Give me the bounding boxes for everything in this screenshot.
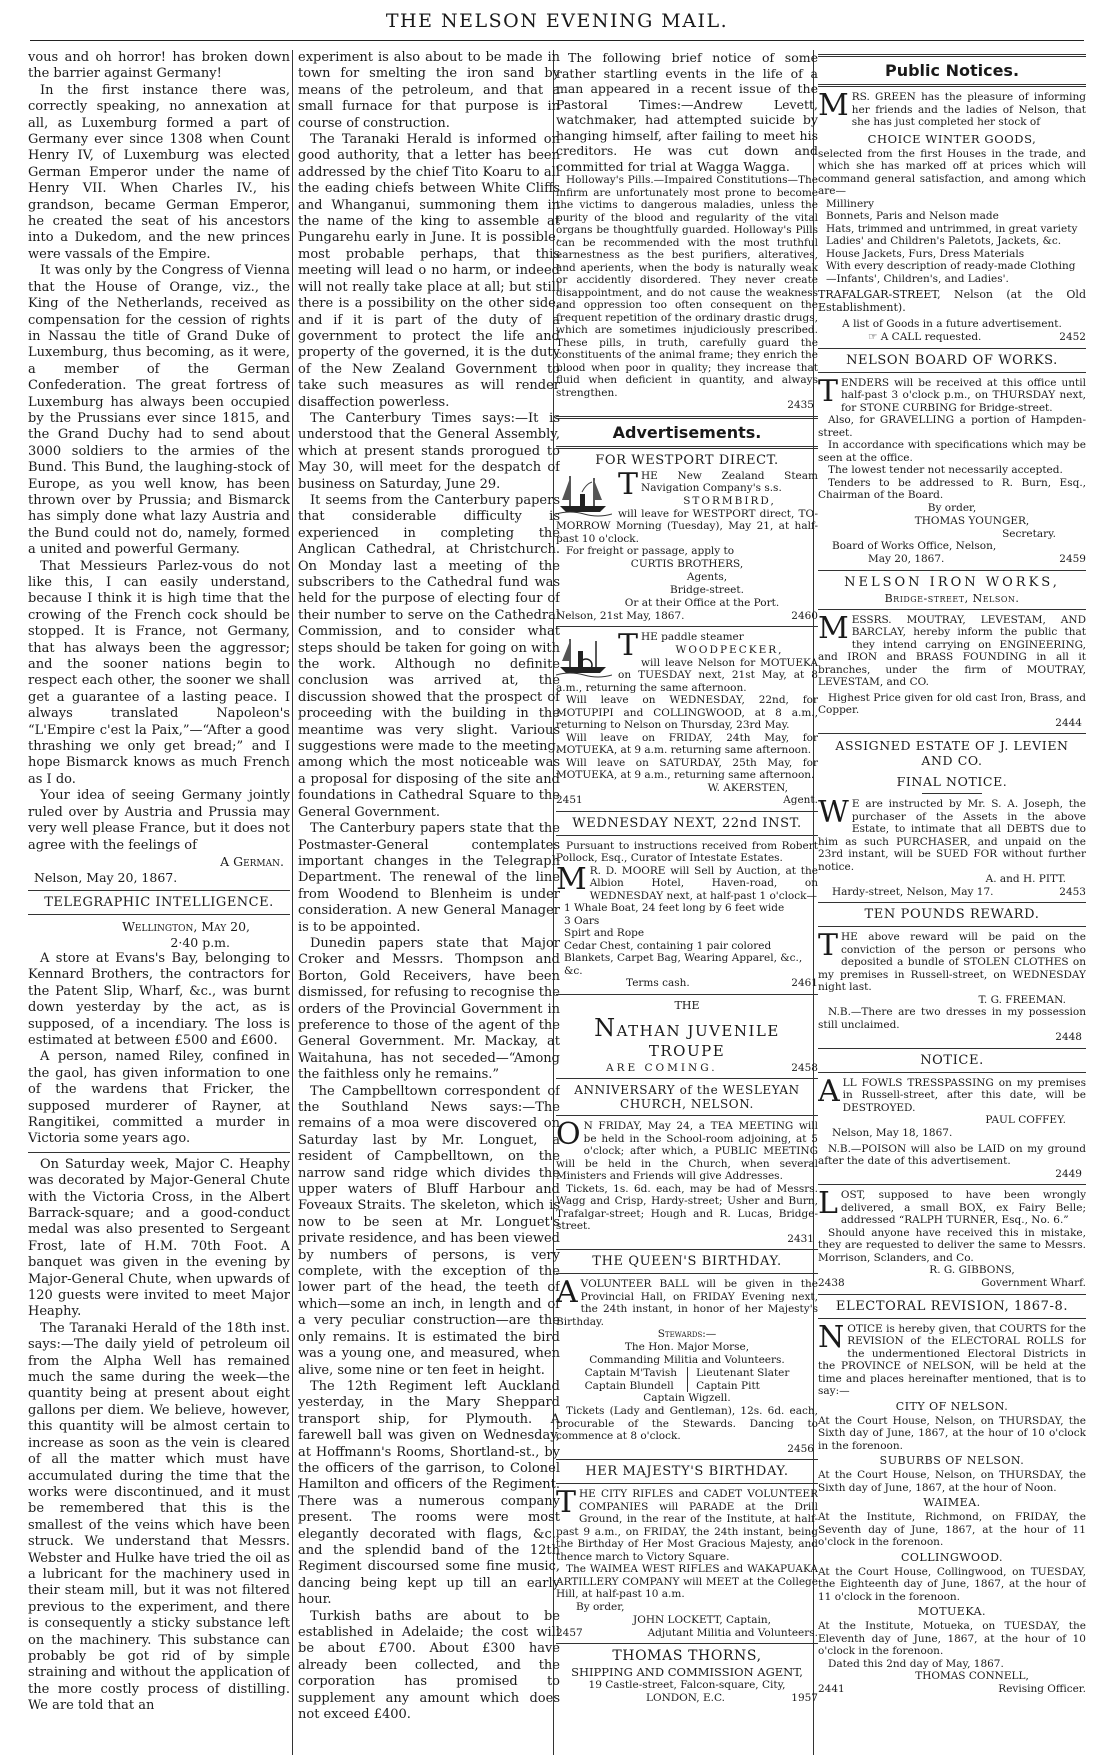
steward-name: The Hon. Major Morse, [624,1341,750,1353]
advert-subtitle: SHIPPING AND COMMISSION AGENT, [571,1665,803,1679]
advert-body: Also, for GRAVELLING a portion of Hampden-street. [818,414,1086,439]
advert-address: TRAFALGAR-STREET, Nelson (at the Old Establishment). [818,288,1086,314]
district-schedule: At the Court House, Nelson, on THURSDAY, the Sixth day of June, 1867, at the hour of Noon. [818,1469,1086,1494]
divider [556,1643,818,1644]
paragraph: The Campbelltown correspondent of the Southland News says:—The remains of a moa were discovered on Saturday last by Mr. Longuet, a resident of Campbelltown, on the narrow sand ridge which divides the upper waters of Bluff Harbour and Foveaux Straits. The skeleton, which is now to be seen at Mr. Longuet's private residence, and has been viewed by numbers of persons, is very complete, with the exception of the lower part of the head, the teeth of which—some an inch, in length and of a very peculiar construction—are the only remains. It is estimated the bird was a young one, and measured, when alive, some nine or ten feet in height. [298,1083,560,1378]
advert-number: 2438 [818,1277,845,1289]
advert-body: The WAIMEA WEST RIFLES and WAKAPUAKA ARTILLERY COMPANY will MEET at the College Hill, at half-past 10 a.m. [556,1563,818,1600]
divider [818,372,1086,373]
telegram-place: Wellington, May 20, [122,918,250,934]
stewards-heading: Stewards:— [657,1328,717,1340]
column-1 [28,50,290,1755]
paragraph: In the first instance there was, correctly speaking, no annexation at all, as Luxemburg formed a part of Germany ever since 1308 when Count Henry IV, of Luxemburg was elected German Emperor under the name of Henry VII. When Charles IV., his grandson, became German Emperor, he created the seat of his ancestors into a Dukedom, and the new princes were vassals of the Empire. [28,82,290,262]
advert-body: OST, supposed to have been wrongly delivered, a small BOX, ex Fairy Belle; addressed “RALPH TURNER, Esq., No. 6.” [840,1189,1086,1226]
advert-body: For freight or passage, apply to [566,545,735,557]
advert-subtitle: Bridge-street, Nelson. [884,591,1020,605]
advert-title: NOTICE. [920,1052,984,1068]
advert-body: LL FOWLS TRESSPASSING on my premises in Russell-street, after this date, will be DESTROYED. [842,1076,1086,1114]
agent-title: Agents, [686,570,728,583]
advert-date: May 20, 1867. [868,553,945,565]
divider [818,1294,1086,1295]
advert-number: 1957 [791,1692,818,1704]
divider [556,835,818,836]
paragraph: That Messieurs Parlez-vous do not like this, I can easily understand, because I think it is high time that the crowing of the French cock should be stopped. It is France, not Germany, that has always been the aggressor; and the sooner nations begin to respect each other, the sooner we shall get a guarantee of a lasting peace. I always translated Napoleon's “L'Empire c'est la Paix,”—“After a good thrashing we only get bread;” and I hope Bismarck knows as much French as I do. [28,558,290,787]
advert-body: selected from the first Houses in the trade, and which she has marked off at prices which will command general satisfaction, and among which are— [818,147,1086,197]
paragraph: Your idea of seeing Germany jointly ruled over by Austria and Prussia may very well please France, but it does not agree with the feelings of [28,788,290,853]
drop-cap: L [818,1186,838,1221]
advert-signature: A. and H. PITT. [985,873,1066,885]
advert-body: In accordance with specifications which may be seen at the office. [818,439,1086,464]
divider [818,570,1086,571]
divider [922,793,982,794]
drop-cap: W [818,795,849,830]
district-name: COLLINGWOOD. [900,1550,1004,1564]
drop-cap: N [818,1319,845,1355]
column-divider [292,50,293,1755]
divider [818,1318,1086,1319]
ship-name: WOODPECKER, [675,643,784,656]
advert-number: 2458 [791,1061,818,1074]
advert-subtitle: FINAL NOTICE. [896,774,1008,789]
auction-items [556,902,818,977]
paragraph: It seems from the Canterbury papers that considerable difficulty is experienced in completing the Anglican Cathedral, at Christchurch. On Monday last a meeting of the subscribers to the Cathedral fund was held for the purpose of electing four of their number to serve on the Cathedral Commission, and to consider what steps should be taken for going on with the work. Although no definite conclusion was arrived at, the discussion showed that the prospect of proceeding with the building in the meantime was very slight. Various suggestions were made to the meeting, among which the most noticeable was a proposal for disposing of the site and foundations in Cathedral Square to the General Government. [298,492,560,820]
divider [556,994,818,995]
letter-dateline: Nelson, May 20, 1867. [34,869,178,885]
divider [556,1249,818,1250]
advert-terms: Terms cash. [626,977,690,989]
divider [28,1152,290,1153]
advert-body: A list of Goods in a future advertisement. [842,318,1062,330]
district-name: SUBURBS OF NELSON. [879,1454,1025,1467]
advert-office: Board of Works Office, Nelson, [832,540,997,552]
drop-cap: T [618,628,639,663]
divider [818,902,1086,903]
divider [818,1072,1086,1073]
agent-title: Agent. [783,794,818,806]
drop-cap: T [618,466,639,502]
advert-number: 2441 [818,1683,845,1695]
public-notices-heading: Public Notices. [884,61,1020,80]
masthead-rule [30,40,1084,41]
divider [818,54,1086,57]
advert-subtitle: CHOICE WINTER GOODS, [867,131,1037,146]
advert-title: FOR WESTPORT DIRECT. [595,452,779,468]
list-item: 3 Oars [564,914,600,927]
advert-number: 2452 [1059,331,1086,343]
drop-cap: T [556,1485,577,1520]
list-item: Millinery [826,197,875,210]
divider [818,926,1086,927]
drop-cap: T [818,373,839,409]
advert-number: 2451 [556,794,583,806]
advert-body: HE New Zealand Steam Navigation Company's s.s. [641,469,818,494]
woodpecker-advert [556,628,818,807]
advert-body: Will leave on SATURDAY, 25th May, for MOTUEKA, at 9 a.m., returning same afternoon. [556,756,818,781]
advert-title: THE QUEEN'S BIRTHDAY. [592,1254,782,1269]
divider [556,1078,818,1079]
advert-signature-title: Secretary. [1002,527,1056,540]
divider [556,1483,818,1484]
troupe-subtitle: ARE COMING. [606,1061,718,1074]
agent-name: W. AKERSTEN, [707,781,788,794]
advert-body: Should anyone have received this in mistake, they are requested to deliver the same to Messrs. Morrison, Sclanders, and Co. [818,1226,1086,1264]
advert-number: 2456 [787,1442,814,1455]
drop-cap: A [818,1073,840,1109]
paragraph: On Saturday week, Major C. Heaphy was decorated by Major-General Chute with the Victoria Cross, in the Albert Barrack-square; and a good-conduct medal was also presented to Sergeant Frost, late of H.M. 70th Foot. A banquet was given in the evening by Major-General Chute, when upwards of 120 guests were invited to meet Major Heaphy. [28,1156,290,1320]
advert-number: 2453 [1059,885,1086,898]
divider [818,609,1086,610]
letter-signature: A German. [220,853,284,869]
advert-signature: THOMAS CONNELL, [915,1670,1029,1682]
advert-body: VOLUNTEER BALL will be given in the Provincial Hall, on FRIDAY Evening next, the 24th instant, in honor of her Majesty's Birthday. [556,1278,818,1328]
drop-cap: T [818,928,839,963]
advert-number: 2448 [1055,1031,1082,1043]
advert-number: 2444 [1055,716,1082,729]
holloway-advert: Holloway's Pills.—Impaired Constitutions—The infirm are unfortunately most prone to become the victims to dangerous maladies, unless the purity of the blood and regularity of the vital organs be thoughtfully guarded. Holloway's Pills can be recommended with the most truthful earnestness as the best purifiers, alteratives, and aperients, when the body is naturally weak or accidently disordered. They never create disappointment, and do not cause the weakness and oppression too often consequent on the frequent repetition of the ordinary drastic drugs, which are sometimes injudiciously prescribed. These pills, in truth, carefully guard the constituents of the animal frame; they enrich the blood when poor in quality; they increase that fluid when deficient in quantity, and always strengthen. [556,174,818,399]
steward-name: Captain Blundell [584,1379,674,1392]
advert-signature-title: Revising Officer. [998,1683,1086,1695]
divider [818,733,1086,734]
divider [818,348,1086,349]
advert-order: By order, [576,1600,625,1613]
advert-number: 2457 [556,1626,583,1639]
advert-title: HER MAJESTY'S BIRTHDAY. [585,1464,789,1479]
paragraph: It was only by the Congress of Vienna that the House of Orange, viz., the King of the Netherlands, received as compensation for the cession of rights in Nassau the title of Grand Duke of Luxemburg, thus becoming, as it were, a member of the German Confederation. The great fortress of Luxemburg has always been occupied by the Prussians ever since 1815, and the Grand Duchy had to send about 3000 soldiers to the armies of the Bund. This Bund, the laughing-stock of Europe, as you well know, has been thrown over by Prussia; and Bismarck has simply done what lazy Austria and the Bund could not do, namely, formed a united and powerful Germany. [28,263,290,558]
drop-cap: M [818,88,849,123]
paragraph: experiment is also about to be made in town for smelting the iron sand by means of the petroleum, and that a small furnace for that purpose is in course of construction. [298,50,560,131]
steamship-icon [556,472,612,518]
advert-signature-title: Government Wharf. [981,1277,1086,1289]
ship-name: STORMBIRD, [683,494,776,507]
advert-body: ENDERS will be received at this office until half-past 3 o'clock p.m., on THURSDAY next, for STONE CURBING for Bridge-street. [841,376,1086,414]
agent-office: Or at their Office at the Port. [624,596,780,609]
divider [556,446,818,449]
advert-body: N FRIDAY, May 24, a TEA MEETING will be held in the School-room adjoining, at 5 o'clock; after which, a PUBLIC MEETING will be held in the Church, when several Ministers and Friends will give Addresses. [556,1120,818,1182]
advert-call: ☞ A CALL requested. [868,331,982,343]
district-schedule: At the Institute, Richmond, on FRIDAY, the Seventh day of June, 1867, at the hour of 11 o'clock in the forenoon. [818,1511,1086,1548]
advert-date: Nelson, May 18, 1867. [832,1126,953,1139]
advert-date: Dated this 2nd day of May, 1867. [828,1657,1004,1670]
advert-number: 2459 [1059,553,1086,565]
advert-signature: T. G. FREEMAN. [978,993,1066,1006]
advert-title: ELECTORAL REVISION, 1867-8. [835,1298,1069,1314]
paragraph: The following brief notice of some rather startling events in the life of a man appeared in a recent issue of the Pastoral Times:—Andrew Levett, watchmaker, had attempted suicide by hanging himself, after failing to meet his creditors. He was cut down and committed for trial at Wagga Wagga. [556,50,818,174]
advertisements-heading: Advertisements. [612,422,762,442]
advert-body: HE above reward will be paid on the conviction of the person or persons who deposited a bundle of STOLEN CLOTHES on my premises in Russell-street, on WEDNESDAY night last. [818,931,1086,993]
paragraph: The Taranaki Herald of the 18th inst. says:—The daily yield of petroleum oil from the Alpha Well has remained much the same during the week—the quantity being at present about eight gallons per diem. We believe, however, this quantity will be almost certain to increase as soon as the vein is cleared of all the matter which must have accumulated during the time that the works were discontinued, and it must be remembered that this is the smallest of the veins which have been struck. We understand that Messrs. Webster and Hulke have tried the oil as a lubricant for the machinery used in their steam mill, but it was not filtered previous to the experiment, and there is consequently a sticky substance left on the machinery. This substance can probably be got rid of by simple straining and without the application of the more costly process of distilling. We are told that an [28,1320,290,1714]
advert-body: HE CITY RIFLES and CADET VOLUNTEER COMPANIES will PARADE at the Drill Ground, in the rear of the Institute, at half-past 9 a.m., on FRIDAY, the 24th instant, being the Birthday of Her Most Gracious Majesty, and thence march to Victory Square. [556,1488,818,1563]
paragraph: The Taranaki Herald is informed on good authority, that a letter has been addressed by the chief Tito Koaru to all the eading chiefs between White Cliffs and Whanganui, summoning them in the name of the king to assemble at Pungarehu early in June. It is possible, most probable perhaps, that this meeting will lead o no harm, or indeed will not really take place at all; but still there is a possibility on the other side, and if it is part of the duty of a government to protect the life and property of the governed, it is the duty of the New Zealand Government to take such measures as will render disaffection powerless. [298,132,560,410]
paragraph: The Canterbury papers state that the Postmaster-General contemplates important changes in the Telegraph Department. The renewal of the line from Woodend to Blenheim is under consideration. A new General Manager is to be appointed. [298,821,560,935]
advert-body: will leave Nelson for MOTUEKA on TUESDAY next, 21st May, at 8 a.m., returning the same afternoon. [556,656,818,694]
advert-body: Will leave on WEDNESDAY, 22nd, for MOTUPIPI and COLLINGWOOD, at 8 a.m., returning to Nelson on Thursday, 23rd May. [556,694,818,731]
district-name: MOTUEKA. [917,1605,987,1618]
advert-body: OTICE is hereby given, that COURTS for the REVISION of the ELECTORAL ROLLS for the undermentioned Electoral Districts in the PROVINCE of NELSON, will be held at the time and places hereinafter mentioned, that is to say:— [818,1322,1086,1397]
advert-date: Nelson, 21st May, 1867. [556,609,685,622]
westport-advert [556,466,818,623]
advert-body: HE paddle steamer [641,631,744,643]
paragraph: The 12th Regiment left Auckland yesterday, in the Mary Sheppard transport ship, for Plymouth. A farewell ball was given on Wednesday, at Hoffmann's Rooms, Shortland-st., by the officers of the garrison, to Colonel Hamilton and officers of the Regiment. There was a numerous company present. The rooms were most elegantly decorated with flags, &c., and the splendid band of the 12th Regiment discoursed some fine music, dancing being kept up till an early hour. [298,1378,560,1608]
drop-cap: N [594,1013,617,1042]
advert-title: ASSIGNED ESTATE OF J. LEVIEN AND CO. [835,738,1069,768]
advert-number: 2431 [787,1232,814,1245]
advert-title: NELSON IRON WORKS, [844,574,1060,590]
paragraph: Dunedin papers state that Major Croker and Messrs. Thompson and Borton, Gold Receivers, have been dismissed, for refusing to recognise the orders of the Provincial Government in preference to those of the agent of the General Government. Mr. Mackay, at Waitahuna, has not seceded—“Among the faithless only he remains.” [298,935,560,1083]
advert-body: Tenders to be addressed to R. Burn, Esq., Chairman of the Board. [818,476,1086,501]
column-4 [818,50,1086,1755]
divider [556,1459,818,1460]
troupe-title: ATHAN JUVENILE TROUPE [616,1021,780,1060]
paragraph: A store at Evans's Bay, belonging to Kennard Brothers, the contractors for the Patent Slip, Wharf, &c., was burnt down yesterday by the act, as is supposed, of a incendiary. The loss is estimated at between £500 and £600. [28,950,290,1048]
steward-name: Captain M'Tavish [584,1367,678,1379]
column-2 [298,50,560,1755]
advert-signature: THOMAS YOUNGER, [914,514,1030,527]
column-3 [556,50,818,1755]
agent-name: CURTIS BROTHERS, [630,557,744,570]
district-schedule: At the Court House, Nelson, on THURSDAY, the Sixth day of June, 1867, at the hour of 10 o'clock in the forenoon. [818,1414,1086,1452]
paragraph: Turkish baths are about to be established in Adelaide; the cost will be about £700. About £300 have already been collected, and the corporation has promised to supplement any amount which does not exceed £400. [298,1608,560,1723]
troupe-the: THE [674,998,700,1012]
divider [556,1115,818,1116]
divider [818,1048,1086,1049]
advert-number: 2449 [1055,1167,1082,1180]
advert-number: 2460 [791,609,818,622]
paragraph: A person, named Riley, confined in the gaol, has given information to one of the wardens that Fricker, the supposed murderer of Rayner, at Rangitikei, committed a murder in Victoria some years ago. [28,1049,290,1147]
steward-name: Captain Wigzell. [643,1392,731,1404]
section-heading: TELEGRAPHIC INTELLIGENCE. [44,894,274,910]
masthead: THE NELSON EVENING MAIL. [385,10,729,32]
steward-name: Lieutenant Slater [696,1367,790,1379]
district-schedule: At the Institute, Motueka, on TUESDAY, the Eleventh day of June, 1867, at the hour of 10 o'clock in the forenoon. [818,1620,1086,1657]
advert-date: Hardy-street, Nelson, May 17. [832,885,994,898]
agent-address: Bridge-street. [670,583,744,596]
list-item: Bonnets, Paris and Nelson made [826,210,999,222]
advert-body: R. D. MOORE will Sell by Auction, at the Albion Hotel, Haven-road, on WEDNESDAY next, at half-past 1 o'clock— [589,864,818,902]
advert-body: N.B.—There are two dresses in my possession still unclaimed. [818,1006,1086,1031]
advert-number: 2435 [787,399,814,411]
steward-title: Commanding Militia and Volunteers. [589,1354,785,1366]
advert-signature-title: Adjutant Militia and Volunteers. [647,1626,818,1639]
advert-body: will leave for WESTPORT direct, TO-MORROW Morning (Tuesday), May 21, at half-past 10 o'clock. [556,507,818,545]
telegram-time: 2·40 p.m. [170,934,230,950]
advert-body: Will leave on FRIDAY, 24th May, for MOTUEKA, at 9 a.m. returning same afternoon. [556,731,818,756]
advert-address: 19 Castle-street, Falcon-square, City, [588,1679,786,1691]
divider [556,626,818,627]
divider [28,914,290,915]
advert-signature: JOHN LOCKETT, Captain, [633,1613,771,1626]
advert-body: Highest Price given for old cast Iron, Brass, and Copper. [818,691,1086,716]
divider [556,811,818,812]
drop-cap: A [556,1275,578,1310]
list-item: Cedar Chest, containing 1 pair colored Blankets, Carpet Bag, Wearing Apparel, &c., &c. [564,939,803,977]
advert-body: The lowest tender not necessarily accepted. [828,464,1063,476]
district-name: WAIMEA. [923,1496,981,1509]
advert-signature: R. G. GIBBONS, [929,1264,1015,1276]
list-item: Hats, trimmed and untrimmed, in great variety [826,222,1078,235]
advert-title: WEDNESDAY NEXT, 22nd INST. [572,815,802,831]
drop-cap: O [556,1117,581,1152]
list-item: House Jackets, Furs, Dress Materials [826,247,1025,260]
advert-body: N.B.—POISON will also be LAID on my ground after the date of this advertisement. [818,1142,1086,1167]
advert-signature: PAUL COFFEY. [985,1114,1066,1126]
list-item: 1 Whale Boat, 24 feet long by 6 feet wide [564,902,785,914]
advert-body: Tickets, 1s. 6d. each, may be had of Messrs. Wagg and Crisp, Hardy-street; Usher and Burn, Trafalgar-street; Hough and R. Lucas, Bridge-street. [556,1182,818,1232]
list-item: Ladies' and Children's Paletots, Jackets, &c. [826,235,1062,247]
divider [818,1184,1086,1185]
paddle-steamer-icon [556,633,612,679]
list-item: With every description of ready-made Clothing —Infants', Children's, and Ladies'. [826,260,1076,285]
paragraph: vous and oh horror! has broken down the barrier against Germany! [28,50,290,82]
advert-title: THOMAS THORNS, [612,1648,762,1664]
steward-name: Captain Pitt [696,1379,760,1392]
drop-cap: M [556,861,587,897]
divider [28,890,290,891]
advert-title: ANNIVERSARY of the WESLEYAN CHURCH, NELSON. [574,1083,800,1111]
divider [556,416,818,419]
divider [818,84,1086,87]
list-item: Spirt and Rope [564,927,645,939]
advert-body: RS. GREEN has the pleasure of informing her friends and the ladies of Nelson, that she has just completed her stock of [851,91,1086,128]
district-schedule: At the Court House, Collingwood, on TUESDAY, the Eighteenth day of June, 1867, at the hour of 11 o'clock in the forenoon. [818,1565,1086,1603]
goods-list [818,198,1086,286]
advert-title: NELSON BOARD OF WORKS. [846,352,1058,368]
advert-city: LONDON, E.C. [646,1692,725,1704]
advert-number: 2461 [791,977,818,989]
district-name: CITY OF NELSON. [895,1399,1009,1413]
advert-body: ESSRS. MOUTRAY, LEVESTAM, AND BARCLAY, hereby inform the public that they intend carrying on ENGINEERING, and IRON and BRASS FOUNDING in all it branches, under the firm of MOUTRAY, LEVESTAM, and CO. [818,613,1086,688]
advert-body: E are instructed by Mr. S. A. Joseph, the purchaser of the Assets in the above Estate, to intimate that all DEBTS due to him as such PURCHASER, and unpaid on the 23rd instant, will be SUED FOR without further notice. [818,798,1086,873]
advert-intro: Pursuant to instructions received from Robert Pollock, Esq., Curator of Intestate Estates. [556,839,818,864]
paragraph: The Canterbury Times says:—It is understood that the General Assembly, which at present stands prorogued to May 30, will meet for the despatch of business on Saturday, June 29. [298,410,560,492]
advert-order: By order, [927,501,977,514]
drop-cap: M [818,610,849,646]
advert-body: Tickets (Lady and Gentleman), 12s. 6d. each, procurable of the Stewards. Dancing to commence at 8 o'clock. [556,1405,818,1442]
advert-title: TEN POUNDS REWARD. [864,907,1040,922]
divider [556,1273,818,1274]
